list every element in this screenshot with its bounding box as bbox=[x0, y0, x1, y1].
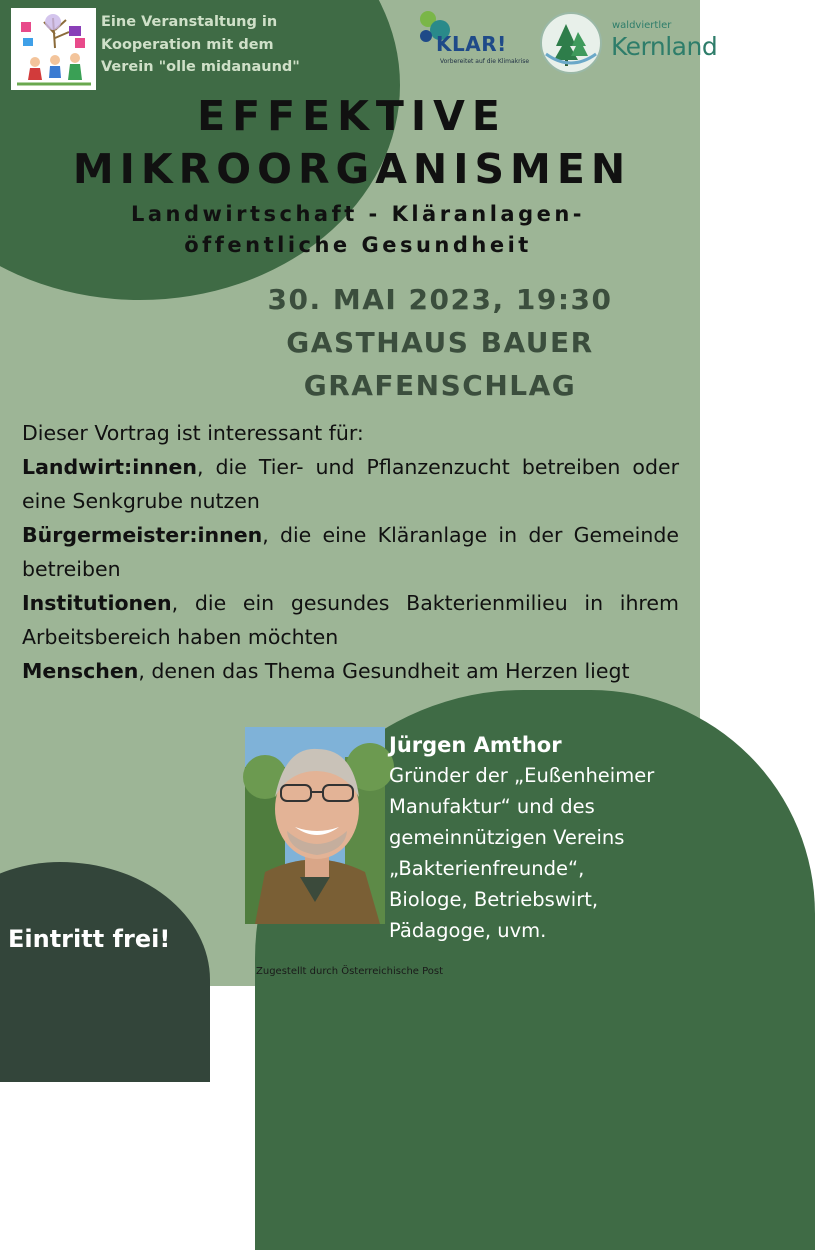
speaker-description-line: Biologe, Betriebswirt, bbox=[389, 888, 599, 911]
audience-item-text: , die Tier- und Pflanzenzucht betreiben oder eine Senkgrube nutzen bbox=[22, 455, 679, 513]
olle-midanaund-logo bbox=[11, 8, 96, 90]
event-venue: GASTHAUS BAUER bbox=[286, 326, 594, 359]
klar-wordmark: KLAR! bbox=[436, 32, 507, 56]
audience-section bbox=[22, 416, 679, 688]
cooperation-intro bbox=[101, 11, 331, 79]
klar-logo bbox=[418, 10, 538, 72]
audience-item bbox=[22, 450, 679, 518]
audience-item-text: , die ein gesundes Bakterienmilieu in ihrem Arbeitsbereich haben möchten bbox=[22, 591, 679, 649]
audience-item-label: Institutionen bbox=[22, 591, 172, 615]
audience-item bbox=[22, 586, 679, 654]
speaker-description-line: „Bakterienfreunde“, bbox=[389, 857, 585, 880]
postal-note: Zugestellt durch Österreichische Post bbox=[256, 966, 444, 977]
bottom-left-dark-shape bbox=[0, 862, 210, 1082]
kernland-small-text: waldviertler bbox=[612, 20, 672, 31]
speaker-description-line: Pädagoge, uvm. bbox=[389, 919, 547, 942]
event-date-time: 30. MAI 2023, 19:30 bbox=[267, 283, 613, 316]
kernland-logo bbox=[538, 10, 718, 76]
title-line-1: EFFEKTIVE bbox=[197, 92, 507, 140]
speaker-photo bbox=[245, 727, 385, 924]
speaker-info bbox=[389, 731, 689, 946]
intro-line: Eine Veranstaltung in bbox=[101, 14, 278, 30]
audience-item bbox=[22, 518, 679, 586]
title-line-2: MIKROORGANISMEN bbox=[72, 145, 632, 193]
audience-item-text: , die eine Kläranlage in der Gemeinde betreiben bbox=[22, 523, 679, 581]
event-place: GRAFENSCHLAG bbox=[303, 369, 577, 402]
kernland-big-text: Kernland bbox=[611, 32, 718, 61]
audience-intro: Dieser Vortrag ist interessant für: bbox=[22, 421, 364, 445]
audience-item-label: Landwirt:innen bbox=[22, 455, 197, 479]
intro-line: Kooperation mit dem bbox=[101, 36, 274, 53]
subtitle-line-2: öffentliche Gesundheit bbox=[184, 233, 532, 257]
intro-line: Verein "olle midanaund" bbox=[101, 59, 300, 75]
audience-item-label: Menschen bbox=[22, 659, 139, 683]
speaker-description bbox=[389, 760, 689, 946]
klar-tagline: Vorbereitet auf die Klimakrise bbox=[440, 58, 530, 65]
subtitle-line-1: Landwirtschaft - Kläranlagen- bbox=[130, 202, 586, 226]
audience-item bbox=[22, 654, 679, 688]
audience-item-label: Bürgermeister:innen bbox=[22, 523, 263, 547]
speaker-description-line: Gründer der „Eußenheimer bbox=[389, 764, 655, 787]
kernland-tree-icon bbox=[538, 10, 604, 76]
audience-item-text: , denen das Thema Gesundheit am Herzen liegt bbox=[138, 659, 630, 683]
speaker-description-line: Manufaktur“ und des bbox=[389, 795, 595, 818]
admission-free: Eintritt frei! bbox=[8, 925, 171, 953]
speaker-name: Jürgen Amthor bbox=[389, 733, 562, 757]
speaker-description-line: gemeinnützigen Vereins bbox=[389, 826, 625, 849]
